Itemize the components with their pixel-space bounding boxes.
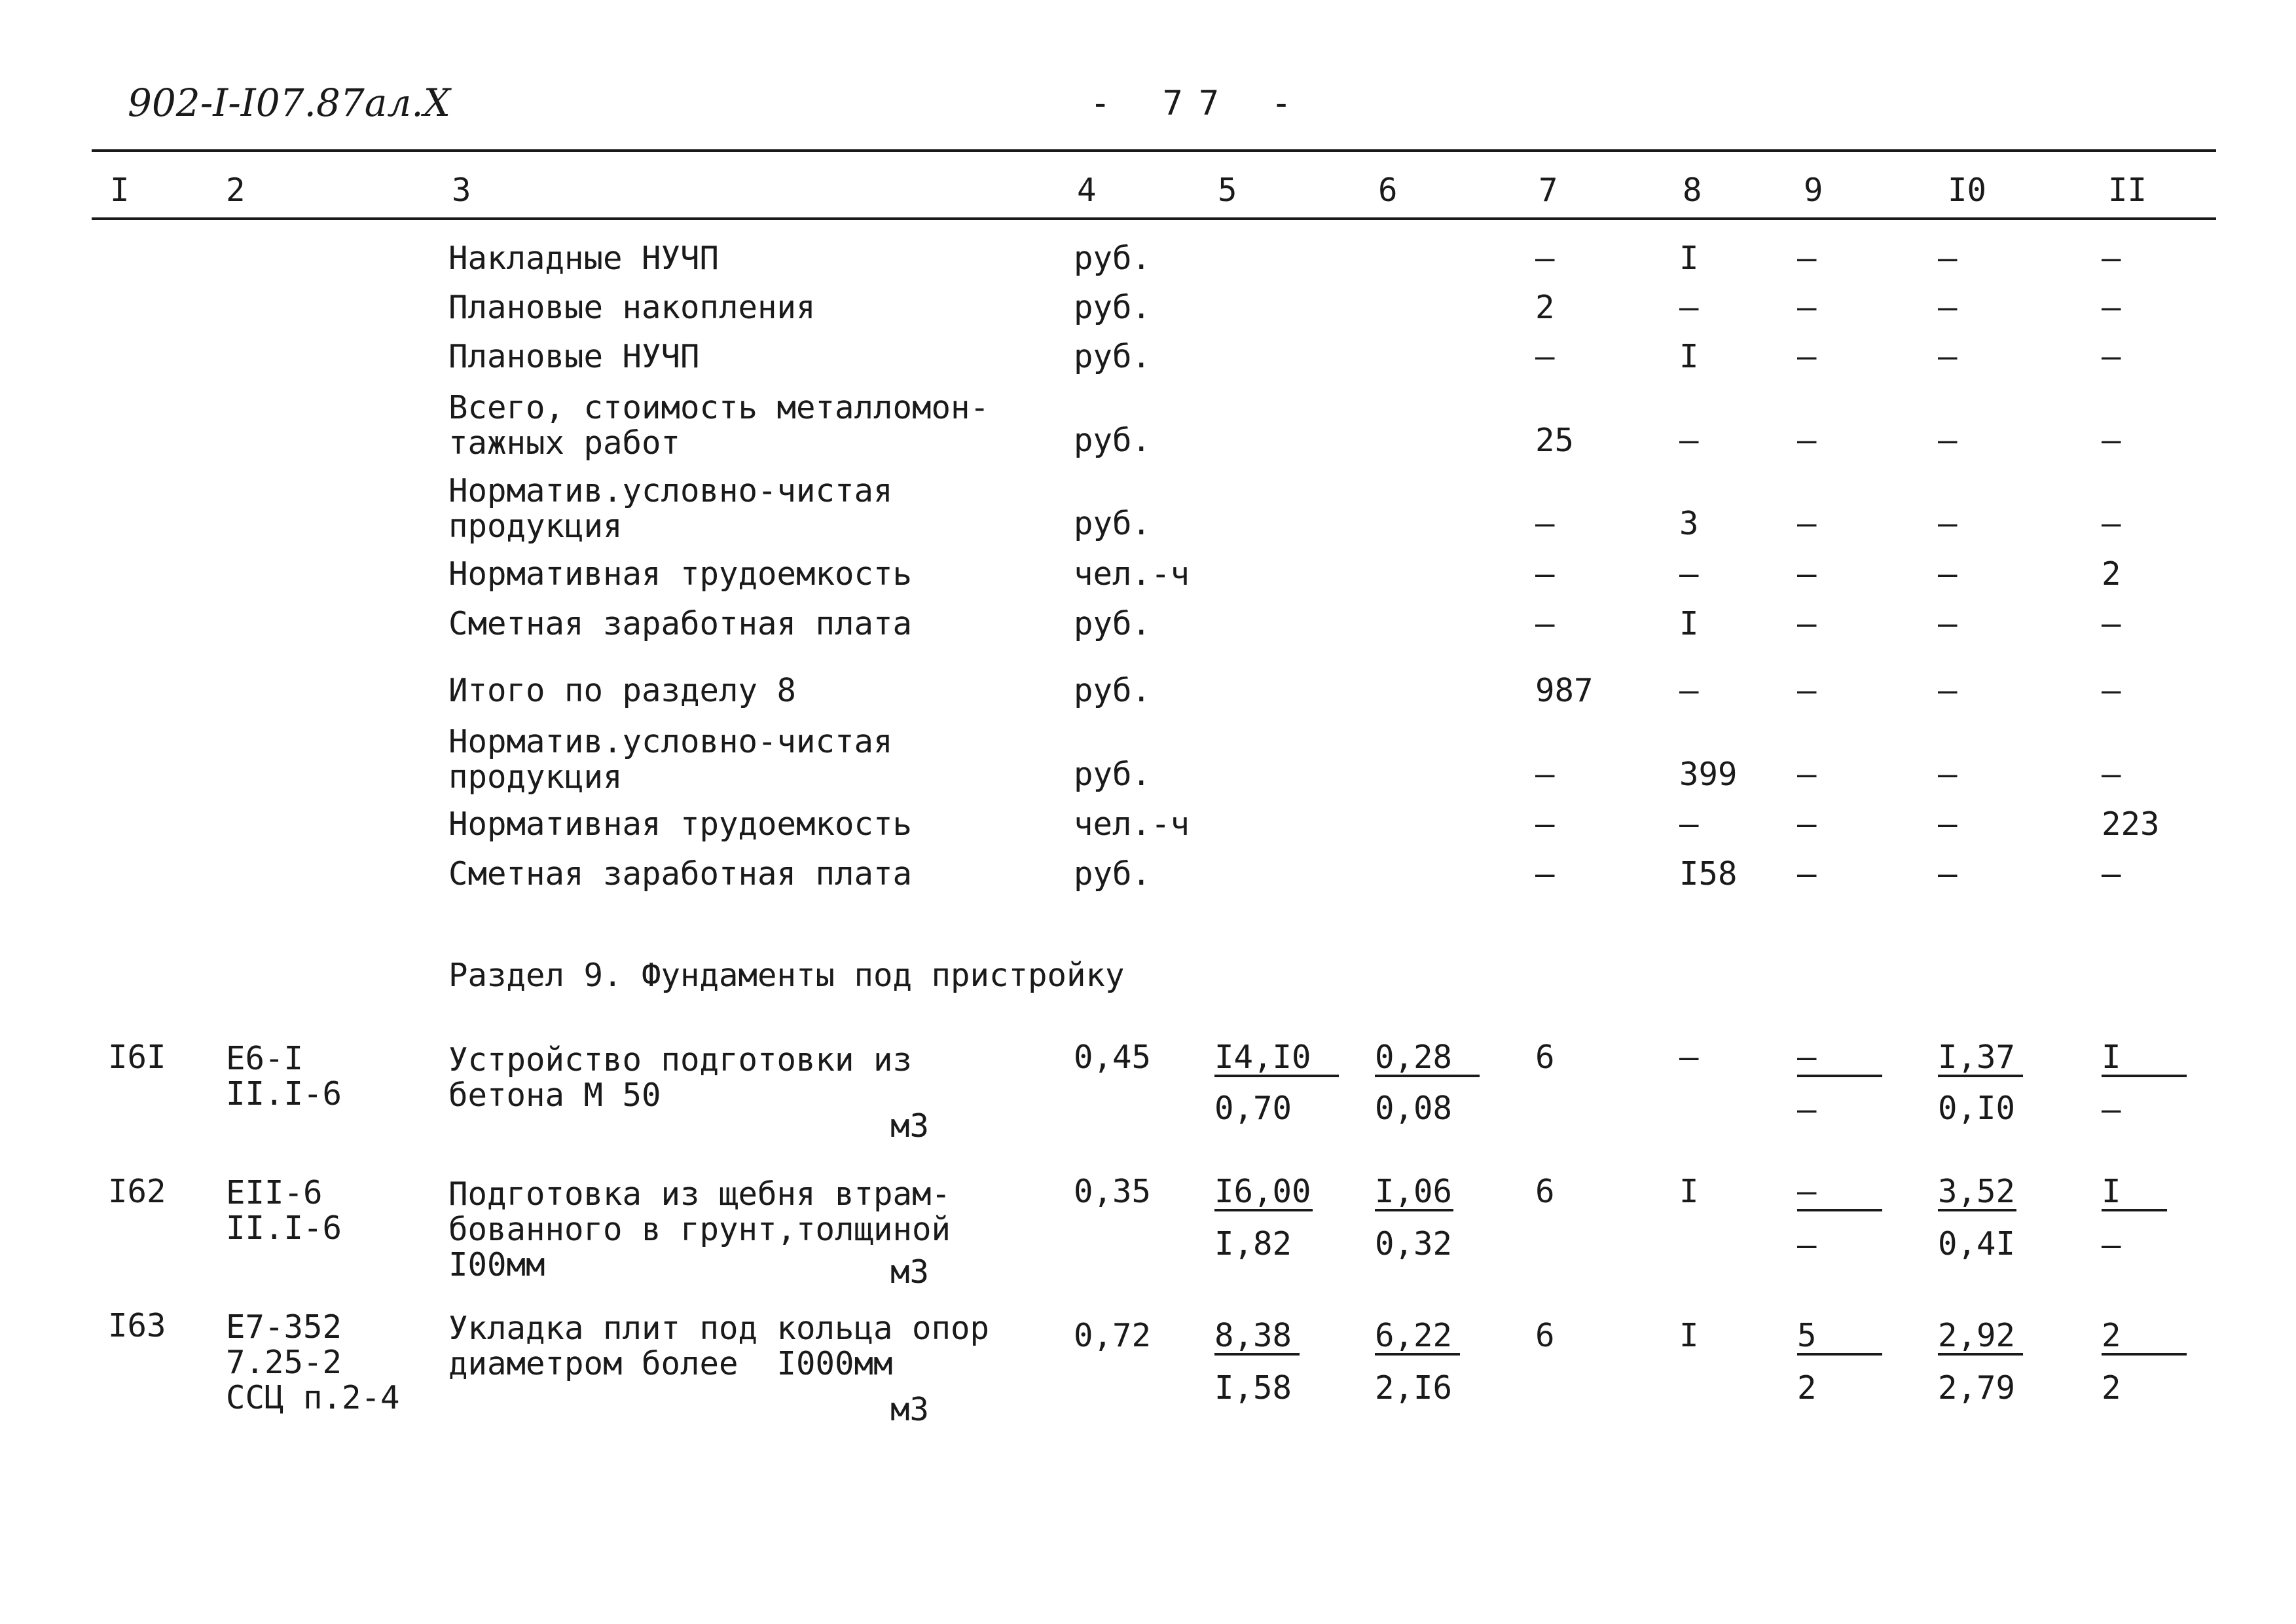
cell-col9-top: – xyxy=(1797,1175,1882,1211)
cell-col6-top: 0,28 xyxy=(1375,1041,1480,1077)
item-description: Подготовка из щебня втрам- бованного в грунт,толщиной I00мм xyxy=(448,1175,951,1283)
item-description: Устройство подготовки из бетона М 50 xyxy=(448,1041,913,1114)
col-header-4: 4 xyxy=(1077,172,1097,209)
cell-col9: – xyxy=(1797,805,1817,843)
cell-col6-top: 6,22 xyxy=(1375,1320,1460,1356)
cell-col10-top: 3,52 xyxy=(1938,1173,2016,1210)
page-number: - 77 - xyxy=(1090,84,1307,123)
col-header-9: 9 xyxy=(1804,172,1823,209)
table-top-rule xyxy=(92,149,2216,152)
cell-col6-bottom: 2,I6 xyxy=(1375,1369,1453,1407)
cell-col10: – xyxy=(1938,805,1958,843)
cell-col10-bottom: 0,4I xyxy=(1938,1225,2016,1263)
cell-col7: – xyxy=(1535,505,1555,542)
col-header-5: 5 xyxy=(1218,172,1237,209)
col-header-6: 6 xyxy=(1378,172,1398,209)
cell-col8: – xyxy=(1679,289,1699,326)
row-unit: руб. xyxy=(1074,672,1152,709)
col-header-8: 8 xyxy=(1683,172,1702,209)
row-name: Нормативная трудоемкость xyxy=(448,555,913,593)
row-name: Сметная заработная плата xyxy=(448,605,913,642)
cell-col11: – xyxy=(2102,605,2121,642)
cell-col9: – xyxy=(1797,289,1817,326)
cell-col9-bottom: – xyxy=(1797,1227,1817,1264)
cell-col8: I xyxy=(1679,240,1699,277)
row-name: Сметная заработная плата xyxy=(448,855,913,893)
cell-col10: – xyxy=(1938,289,1958,326)
item-description: Укладка плит под кольца опор диаметром более I000мм xyxy=(448,1310,990,1382)
cell-col6-bottom: 0,08 xyxy=(1375,1090,1453,1127)
col-header-11: II xyxy=(2108,172,2147,209)
cell-col10: – xyxy=(1938,338,1958,375)
row-name: Нормативная трудоемкость xyxy=(448,805,913,843)
item-quantity: 0,35 xyxy=(1074,1173,1152,1210)
item-code: ЕII-6 II.I-6 xyxy=(226,1174,342,1247)
row-name: Плановые НУЧП xyxy=(448,338,700,375)
cell-col11: – xyxy=(2102,756,2121,793)
cell-col7: 25 xyxy=(1535,422,1575,459)
cell-col7: – xyxy=(1535,240,1555,277)
cell-col8: – xyxy=(1679,672,1699,709)
cell-col7: – xyxy=(1535,605,1555,642)
cell-col6-bottom: 0,32 xyxy=(1375,1225,1453,1263)
item-code: Е6-I II.I-6 xyxy=(226,1040,342,1113)
col-header-10: I0 xyxy=(1948,172,1987,209)
cell-col10-top: I,37 xyxy=(1938,1041,2023,1077)
cell-col11-bottom: – xyxy=(2102,1091,2121,1128)
item-quantity: 0,72 xyxy=(1074,1317,1152,1354)
cell-col7: – xyxy=(1535,805,1555,843)
cell-col9: – xyxy=(1797,505,1817,542)
cell-col9: – xyxy=(1797,756,1817,793)
row-name: Норматив.условно-чистая продукция xyxy=(448,723,893,796)
row-unit: чел.-ч xyxy=(1074,805,1190,843)
cell-col11-bottom: 2 xyxy=(2102,1369,2121,1407)
cell-col8: – xyxy=(1679,1039,1699,1076)
cell-col11: – xyxy=(2102,672,2121,709)
col-header-7: 7 xyxy=(1539,172,1558,209)
item-quantity: 0,45 xyxy=(1074,1039,1152,1076)
cell-col11: – xyxy=(2102,240,2121,277)
cell-col8: – xyxy=(1679,422,1699,459)
item-unit: м3 xyxy=(890,1107,930,1145)
cell-col7: – xyxy=(1535,555,1555,593)
row-name: Накладные НУЧП xyxy=(448,240,720,277)
row-unit: руб. xyxy=(1074,422,1152,459)
cell-col10: – xyxy=(1938,756,1958,793)
cell-col9: – xyxy=(1797,338,1817,375)
row-unit: руб. xyxy=(1074,605,1152,642)
cell-col9-bottom: 2 xyxy=(1797,1369,1817,1407)
section-title: Раздел 9. Фундаменты под пристройку xyxy=(448,957,1125,994)
table-header-rule xyxy=(92,217,2216,220)
cell-col10: – xyxy=(1938,672,1958,709)
cell-col8: I58 xyxy=(1679,855,1738,893)
cell-col7: – xyxy=(1535,338,1555,375)
row-unit: руб. xyxy=(1074,289,1152,326)
cell-col7: – xyxy=(1535,756,1555,793)
cell-col11: – xyxy=(2102,422,2121,459)
cell-col5-top: I6,00 xyxy=(1214,1175,1313,1211)
cell-col8: 3 xyxy=(1679,505,1699,542)
col-header-2: 2 xyxy=(226,172,246,209)
cell-col7: 6 xyxy=(1535,1173,1555,1210)
cell-col8: 399 xyxy=(1679,756,1738,793)
cell-col7: 2 xyxy=(1535,289,1555,326)
row-unit: руб. xyxy=(1074,756,1152,793)
cell-col8: I xyxy=(1679,1173,1699,1210)
cell-col10: – xyxy=(1938,855,1958,893)
cell-col9: – xyxy=(1797,605,1817,642)
cell-col10: – xyxy=(1938,240,1958,277)
cell-col11: – xyxy=(2102,505,2121,542)
cell-col10: – xyxy=(1938,505,1958,542)
cell-col10-bottom: 0,I0 xyxy=(1938,1090,2016,1127)
cell-col9-top: 5 xyxy=(1797,1320,1882,1356)
cell-col5-top: I4,I0 xyxy=(1214,1041,1339,1077)
row-name: Всего, стоимость металломон- тажных работ xyxy=(448,389,990,462)
cell-col11: – xyxy=(2102,289,2121,326)
document-code: 902-I-I07.87ал.X xyxy=(128,81,450,125)
cell-col7: 987 xyxy=(1535,672,1594,709)
cell-col9: – xyxy=(1797,555,1817,593)
cell-col11: – xyxy=(2102,338,2121,375)
cell-col11: 2 xyxy=(2102,555,2121,593)
cell-col7: 6 xyxy=(1535,1039,1555,1076)
cell-col9: – xyxy=(1797,672,1817,709)
cell-col10: – xyxy=(1938,422,1958,459)
cell-col10: – xyxy=(1938,555,1958,593)
row-unit: чел.-ч xyxy=(1074,555,1190,593)
cell-col8: – xyxy=(1679,555,1699,593)
item-number: I63 xyxy=(108,1307,166,1344)
cell-col9: – xyxy=(1797,422,1817,459)
cell-col5-bottom: I,58 xyxy=(1214,1369,1292,1407)
cell-col6-top: I,06 xyxy=(1375,1173,1453,1210)
cell-col11: – xyxy=(2102,855,2121,893)
cell-col10-top: 2,92 xyxy=(1938,1320,2023,1356)
cell-col5-top: 8,38 xyxy=(1214,1320,1300,1356)
cell-col11-top: I xyxy=(2102,1175,2167,1211)
cell-col7: 6 xyxy=(1535,1317,1555,1354)
cell-col9-bottom: – xyxy=(1797,1091,1817,1128)
cell-col9-top: – xyxy=(1797,1041,1882,1077)
cell-col9: – xyxy=(1797,855,1817,893)
cell-col8: I xyxy=(1679,338,1699,375)
col-header-3: 3 xyxy=(452,172,471,209)
row-unit: руб. xyxy=(1074,240,1152,277)
cell-col5-bottom: 0,70 xyxy=(1214,1090,1292,1127)
item-unit: м3 xyxy=(890,1391,930,1428)
cell-col8: I xyxy=(1679,605,1699,642)
cell-col10: – xyxy=(1938,605,1958,642)
cell-col8: – xyxy=(1679,805,1699,843)
row-unit: руб. xyxy=(1074,505,1152,542)
cell-col8: I xyxy=(1679,1317,1699,1354)
row-unit: руб. xyxy=(1074,855,1152,893)
cell-col11-bottom: – xyxy=(2102,1227,2121,1264)
row-name: Норматив.условно-чистая продукция xyxy=(448,472,893,545)
row-name: Плановые накопления xyxy=(448,289,816,326)
row-name: Итого по разделу 8 xyxy=(448,672,797,709)
item-number: I62 xyxy=(108,1173,166,1210)
cell-col9: – xyxy=(1797,240,1817,277)
cell-col11: 223 xyxy=(2102,805,2160,843)
item-number: I6I xyxy=(108,1039,166,1076)
cell-col7: – xyxy=(1535,855,1555,893)
cell-col11-top: I xyxy=(2102,1041,2187,1077)
cell-col11-top: 2 xyxy=(2102,1320,2187,1356)
row-unit: руб. xyxy=(1074,338,1152,375)
item-code: Е7-352 7.25-2 ССЦ п.2-4 xyxy=(226,1308,400,1416)
item-unit: м3 xyxy=(890,1253,930,1291)
cell-col5-bottom: I,82 xyxy=(1214,1225,1292,1263)
col-header-1: I xyxy=(110,172,130,209)
cell-col10-bottom: 2,79 xyxy=(1938,1369,2016,1407)
